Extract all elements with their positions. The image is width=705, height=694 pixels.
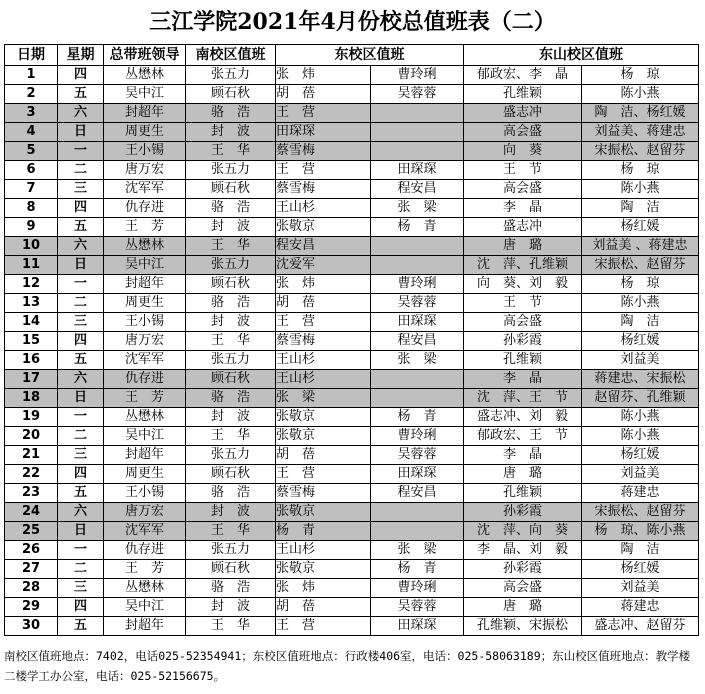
cell-dongshan-1: 李 晶 — [464, 446, 582, 465]
cell-south: 张五力 — [186, 66, 276, 85]
cell-leader: 仇存进 — [104, 370, 186, 389]
cell-leader: 吴中江 — [104, 427, 186, 446]
cell-south: 顾石秋 — [186, 560, 276, 579]
cell-east-2: 吴蓉蓉 — [371, 446, 464, 465]
cell-dongshan-2: 宋振松、赵留芬 — [582, 142, 699, 161]
cell-east-1: 张敬京 — [276, 560, 371, 579]
cell-dongshan-1: 王 节 — [464, 294, 582, 313]
cell-east-2: 曹玲琍 — [371, 579, 464, 598]
cell-day: 15 — [5, 332, 58, 351]
cell-day: 10 — [5, 237, 58, 256]
cell-leader: 吴中江 — [104, 85, 186, 104]
cell-east-2: 张 梁 — [371, 351, 464, 370]
cell-day: 1 — [5, 66, 58, 85]
cell-leader: 王 芳 — [104, 218, 186, 237]
cell-dongshan-2: 宋振松、赵留芬 — [582, 256, 699, 275]
cell-day: 28 — [5, 579, 58, 598]
cell-weekday: 一 — [58, 408, 104, 427]
cell-dongshan-1: 唐 璐 — [464, 237, 582, 256]
cell-east-2 — [371, 389, 464, 408]
cell-leader: 唐万宏 — [104, 161, 186, 180]
table-row — [5, 85, 699, 104]
cell-east-1: 张 炜 — [276, 275, 371, 294]
cell-weekday: 六 — [58, 237, 104, 256]
header-weekday: 星期 — [58, 45, 104, 66]
cell-east-1: 胡 蓓 — [276, 446, 371, 465]
cell-south: 骆 浩 — [186, 389, 276, 408]
cell-south: 顾石秋 — [186, 85, 276, 104]
cell-dongshan-1: 孔维颖 — [464, 484, 582, 503]
cell-day: 3 — [5, 104, 58, 123]
cell-east-2 — [371, 256, 464, 275]
cell-east-2: 田琛琛 — [371, 465, 464, 484]
cell-dongshan-1: 沈 萍、王 节 — [464, 389, 582, 408]
cell-weekday: 四 — [58, 66, 104, 85]
cell-dongshan-2: 杨红媛 — [582, 560, 699, 579]
cell-east-2: 杨 青 — [371, 408, 464, 427]
table-row — [5, 256, 699, 275]
cell-dongshan-2: 杨 琼 — [582, 275, 699, 294]
cell-weekday: 三 — [58, 180, 104, 199]
cell-leader: 丛懋林 — [104, 66, 186, 85]
cell-dongshan-1: 李 晶 — [464, 199, 582, 218]
cell-dongshan-1: 孔维颖 — [464, 351, 582, 370]
cell-day: 29 — [5, 598, 58, 617]
cell-south: 封 波 — [186, 503, 276, 522]
cell-south: 顾石秋 — [186, 370, 276, 389]
cell-dongshan-1: 郁政宏、王 节 — [464, 427, 582, 446]
cell-east-1: 王 营 — [276, 161, 371, 180]
table-row — [5, 332, 699, 351]
cell-dongshan-2: 陈小燕 — [582, 180, 699, 199]
cell-south: 封 波 — [186, 598, 276, 617]
cell-south: 张五力 — [186, 161, 276, 180]
cell-east-1: 田琛琛 — [276, 123, 371, 142]
cell-east-2 — [371, 522, 464, 541]
cell-dongshan-1: 向 葵、刘 毅 — [464, 275, 582, 294]
cell-leader: 沈军军 — [104, 180, 186, 199]
cell-leader: 丛懋林 — [104, 408, 186, 427]
cell-dongshan-2: 杨 琼 — [582, 161, 699, 180]
cell-south: 骆 浩 — [186, 579, 276, 598]
cell-weekday: 六 — [58, 104, 104, 123]
cell-weekday: 四 — [58, 199, 104, 218]
cell-east-1: 王 营 — [276, 617, 371, 636]
cell-leader: 王小锡 — [104, 313, 186, 332]
table-row — [5, 123, 699, 142]
cell-leader: 封超年 — [104, 446, 186, 465]
cell-east-1: 蔡雪梅 — [276, 484, 371, 503]
cell-east-1: 沈爱军 — [276, 256, 371, 275]
cell-leader: 沈军军 — [104, 522, 186, 541]
cell-south: 骆 浩 — [186, 484, 276, 503]
header-row — [5, 45, 699, 66]
cell-east-1: 王 营 — [276, 104, 371, 123]
cell-day: 23 — [5, 484, 58, 503]
cell-east-1: 胡 蓓 — [276, 598, 371, 617]
cell-east-1: 张 梁 — [276, 389, 371, 408]
cell-dongshan-1: 孙彩霞 — [464, 560, 582, 579]
cell-day: 20 — [5, 427, 58, 446]
cell-leader: 唐万宏 — [104, 332, 186, 351]
cell-day: 25 — [5, 522, 58, 541]
cell-leader: 吴中江 — [104, 256, 186, 275]
duty-table — [4, 44, 699, 636]
cell-east-2: 程安昌 — [371, 484, 464, 503]
cell-east-2 — [371, 104, 464, 123]
table-row — [5, 484, 699, 503]
table-row — [5, 598, 699, 617]
cell-south: 顾石秋 — [186, 180, 276, 199]
cell-east-2: 田琛琛 — [371, 617, 464, 636]
cell-dongshan-2: 杨红媛 — [582, 332, 699, 351]
table-row — [5, 161, 699, 180]
cell-east-2: 张 梁 — [371, 541, 464, 560]
cell-leader: 吴中江 — [104, 598, 186, 617]
cell-east-2: 程安昌 — [371, 180, 464, 199]
cell-east-1: 杨 青 — [276, 522, 371, 541]
cell-dongshan-2: 刘益美、蒋建忠 — [582, 123, 699, 142]
cell-dongshan-1: 高会盛 — [464, 123, 582, 142]
cell-leader: 王小锡 — [104, 142, 186, 161]
cell-weekday: 五 — [58, 351, 104, 370]
cell-weekday: 一 — [58, 142, 104, 161]
cell-east-1: 王 营 — [276, 465, 371, 484]
table-row — [5, 541, 699, 560]
cell-dongshan-2: 宋振松、赵留芬 — [582, 503, 699, 522]
cell-east-1: 程安昌 — [276, 237, 371, 256]
cell-weekday: 六 — [58, 370, 104, 389]
cell-weekday: 五 — [58, 218, 104, 237]
table-row — [5, 294, 699, 313]
cell-leader: 王小锡 — [104, 484, 186, 503]
cell-dongshan-1: 李 晶 — [464, 370, 582, 389]
cell-weekday: 四 — [58, 465, 104, 484]
cell-weekday: 六 — [58, 503, 104, 522]
cell-east-1: 蔡雪梅 — [276, 180, 371, 199]
cell-east-2: 吴蓉蓉 — [371, 294, 464, 313]
cell-dongshan-1: 唐 璐 — [464, 465, 582, 484]
cell-east-1: 王山杉 — [276, 370, 371, 389]
cell-weekday: 五 — [58, 85, 104, 104]
table-row — [5, 237, 699, 256]
cell-south: 封 波 — [186, 408, 276, 427]
table-row — [5, 389, 699, 408]
cell-leader: 丛懋林 — [104, 237, 186, 256]
cell-day: 13 — [5, 294, 58, 313]
cell-dongshan-2: 蒋建忠 — [582, 598, 699, 617]
cell-dongshan-1: 高会盛 — [464, 579, 582, 598]
cell-leader: 封超年 — [104, 617, 186, 636]
cell-dongshan-1: 孙彩霞 — [464, 332, 582, 351]
cell-east-2 — [371, 370, 464, 389]
cell-east-2: 田琛琛 — [371, 313, 464, 332]
cell-south: 封 波 — [186, 218, 276, 237]
cell-leader: 唐万宏 — [104, 503, 186, 522]
cell-dongshan-1: 王 节 — [464, 161, 582, 180]
cell-east-2 — [371, 503, 464, 522]
table-row — [5, 370, 699, 389]
cell-east-1: 张敬京 — [276, 503, 371, 522]
cell-leader: 王 芳 — [104, 560, 186, 579]
cell-dongshan-2: 陶 洁、杨红媛 — [582, 104, 699, 123]
cell-day: 2 — [5, 85, 58, 104]
cell-weekday: 三 — [58, 446, 104, 465]
table-row — [5, 313, 699, 332]
cell-day: 5 — [5, 142, 58, 161]
cell-leader: 沈军军 — [104, 351, 186, 370]
cell-dongshan-1: 孙彩霞 — [464, 503, 582, 522]
table-row — [5, 579, 699, 598]
page-title: 三江学院2021年4月份校总值班表（二） — [149, 9, 556, 35]
cell-south: 骆 浩 — [186, 199, 276, 218]
cell-day: 12 — [5, 275, 58, 294]
cell-weekday: 四 — [58, 598, 104, 617]
cell-day: 19 — [5, 408, 58, 427]
cell-day: 26 — [5, 541, 58, 560]
table-row — [5, 104, 699, 123]
cell-dongshan-2: 陶 洁 — [582, 541, 699, 560]
cell-weekday: 二 — [58, 427, 104, 446]
cell-leader: 周更生 — [104, 465, 186, 484]
cell-weekday: 日 — [58, 123, 104, 142]
table-row — [5, 351, 699, 370]
cell-east-1: 胡 蓓 — [276, 294, 371, 313]
cell-east-1: 王山杉 — [276, 541, 371, 560]
cell-south: 张五力 — [186, 351, 276, 370]
cell-east-2: 曹玲琍 — [371, 275, 464, 294]
table-row — [5, 427, 699, 446]
table-row — [5, 503, 699, 522]
cell-east-1: 王山杉 — [276, 199, 371, 218]
cell-weekday: 日 — [58, 256, 104, 275]
cell-dongshan-2: 杨红媛 — [582, 218, 699, 237]
cell-dongshan-1: 孔维颖、宋振松 — [464, 617, 582, 636]
cell-weekday: 四 — [58, 332, 104, 351]
cell-day: 21 — [5, 446, 58, 465]
cell-dongshan-2: 盛志冲、赵留芬 — [582, 617, 699, 636]
cell-weekday: 五 — [58, 484, 104, 503]
cell-south: 王 华 — [186, 237, 276, 256]
cell-east-1: 张敬京 — [276, 408, 371, 427]
cell-south: 顾石秋 — [186, 275, 276, 294]
cell-day: 8 — [5, 199, 58, 218]
cell-south: 封 波 — [186, 313, 276, 332]
cell-dongshan-1: 高会盛 — [464, 180, 582, 199]
cell-day: 16 — [5, 351, 58, 370]
cell-east-2: 张 梁 — [371, 199, 464, 218]
cell-day: 18 — [5, 389, 58, 408]
cell-south: 王 华 — [186, 142, 276, 161]
cell-weekday: 一 — [58, 541, 104, 560]
cell-east-1: 王山杉 — [276, 351, 371, 370]
cell-leader: 封超年 — [104, 275, 186, 294]
cell-east-1: 张 炜 — [276, 579, 371, 598]
cell-dongshan-2: 蒋建忠、宋振松 — [582, 370, 699, 389]
cell-dongshan-2: 刘益美 — [582, 579, 699, 598]
table-row — [5, 66, 699, 85]
cell-leader: 仇存进 — [104, 541, 186, 560]
cell-south: 王 华 — [186, 332, 276, 351]
cell-east-2: 吴蓉蓉 — [371, 85, 464, 104]
cell-dongshan-2: 陶 洁 — [582, 313, 699, 332]
cell-south: 张五力 — [186, 256, 276, 275]
cell-east-2: 杨 青 — [371, 218, 464, 237]
cell-south: 张五力 — [186, 541, 276, 560]
cell-dongshan-2: 杨红媛 — [582, 446, 699, 465]
cell-south: 王 华 — [186, 427, 276, 446]
cell-south: 张五力 — [186, 446, 276, 465]
cell-east-1: 张敬京 — [276, 218, 371, 237]
cell-south: 骆 浩 — [186, 294, 276, 313]
cell-south: 顾石秋 — [186, 465, 276, 484]
cell-dongshan-1: 孔维颖 — [464, 85, 582, 104]
cell-east-1: 张敬京 — [276, 427, 371, 446]
cell-dongshan-2: 陈小燕 — [582, 408, 699, 427]
cell-east-2: 曹玲琍 — [371, 66, 464, 85]
cell-east-2 — [371, 237, 464, 256]
cell-dongshan-1: 李 晶、刘 毅 — [464, 541, 582, 560]
cell-dongshan-2: 陈小燕 — [582, 85, 699, 104]
table-row — [5, 275, 699, 294]
cell-leader: 周更生 — [104, 294, 186, 313]
table-row — [5, 617, 699, 636]
cell-east-2: 杨 青 — [371, 560, 464, 579]
cell-dongshan-1: 唐 璐 — [464, 598, 582, 617]
cell-day: 7 — [5, 180, 58, 199]
table-row — [5, 446, 699, 465]
cell-east-2 — [371, 123, 464, 142]
cell-dongshan-2: 蒋建忠 — [582, 484, 699, 503]
cell-south: 王 华 — [186, 522, 276, 541]
cell-east-1: 胡 蓓 — [276, 85, 371, 104]
cell-day: 17 — [5, 370, 58, 389]
cell-weekday: 二 — [58, 560, 104, 579]
cell-day: 24 — [5, 503, 58, 522]
cell-leader: 仇存进 — [104, 199, 186, 218]
table-row — [5, 199, 699, 218]
cell-dongshan-1: 盛志冲 — [464, 218, 582, 237]
cell-dongshan-1: 高会盛 — [464, 313, 582, 332]
cell-east-2: 田琛琛 — [371, 161, 464, 180]
cell-weekday: 二 — [58, 161, 104, 180]
cell-south: 王 华 — [186, 617, 276, 636]
header-day: 日期 — [5, 45, 58, 66]
cell-weekday: 日 — [58, 389, 104, 408]
cell-weekday: 五 — [58, 617, 104, 636]
cell-day: 30 — [5, 617, 58, 636]
cell-day: 27 — [5, 560, 58, 579]
cell-dongshan-2: 刘益美 — [582, 465, 699, 484]
cell-weekday: 三 — [58, 313, 104, 332]
cell-day: 6 — [5, 161, 58, 180]
header-south: 南校区值班 — [186, 45, 276, 66]
cell-dongshan-2: 陶 洁 — [582, 199, 699, 218]
cell-dongshan-1: 沈 萍、向 葵 — [464, 522, 582, 541]
table-row — [5, 218, 699, 237]
table-row — [5, 522, 699, 541]
table-row — [5, 560, 699, 579]
table-row — [5, 142, 699, 161]
cell-dongshan-1: 盛志冲 — [464, 104, 582, 123]
header-dongshan: 东山校区值班 — [464, 45, 699, 66]
header-leader: 总带班领导 — [104, 45, 186, 66]
cell-leader: 周更生 — [104, 123, 186, 142]
cell-dongshan-2: 刘益美 、蒋建忠 — [582, 237, 699, 256]
header-east: 东校区值班 — [276, 45, 464, 66]
cell-dongshan-2: 赵留芬、孔维颖 — [582, 389, 699, 408]
table-row — [5, 180, 699, 199]
cell-day: 22 — [5, 465, 58, 484]
cell-day: 11 — [5, 256, 58, 275]
cell-dongshan-1: 盛志冲、刘 毅 — [464, 408, 582, 427]
cell-east-1: 蔡雪梅 — [276, 142, 371, 161]
cell-south: 骆 浩 — [186, 104, 276, 123]
footer-note: 南校区值班地点：7402，电话025-52354941；东校区值班地点：行政楼406室，电话：025-58063189；东山校区值班地点：教学楼二楼学工办公室，电话：025-52156675。 — [4, 649, 691, 683]
table-row — [5, 408, 699, 427]
cell-dongshan-2: 陈小燕 — [582, 294, 699, 313]
cell-dongshan-1: 郁政宏、李 晶 — [464, 66, 582, 85]
table-row — [5, 465, 699, 484]
cell-weekday: 日 — [58, 522, 104, 541]
cell-east-2: 曹玲琍 — [371, 427, 464, 446]
cell-dongshan-2: 陈小燕 — [582, 427, 699, 446]
cell-east-2 — [371, 142, 464, 161]
cell-east-2: 吴蓉蓉 — [371, 598, 464, 617]
cell-day: 9 — [5, 218, 58, 237]
cell-weekday: 二 — [58, 294, 104, 313]
cell-day: 4 — [5, 123, 58, 142]
cell-weekday: 一 — [58, 275, 104, 294]
cell-weekday: 三 — [58, 579, 104, 598]
cell-dongshan-2: 刘益美 — [582, 351, 699, 370]
cell-dongshan-2: 杨 琼、陈小燕 — [582, 522, 699, 541]
cell-east-1: 蔡雪梅 — [276, 332, 371, 351]
cell-leader: 王 芳 — [104, 389, 186, 408]
cell-east-2: 程安昌 — [371, 332, 464, 351]
cell-south: 封 波 — [186, 123, 276, 142]
cell-leader: 丛懋林 — [104, 579, 186, 598]
cell-east-1: 张 炜 — [276, 66, 371, 85]
cell-dongshan-1: 沈 萍、孔维颖 — [464, 256, 582, 275]
cell-day: 14 — [5, 313, 58, 332]
cell-dongshan-2: 杨 琼 — [582, 66, 699, 85]
cell-dongshan-1: 向 葵 — [464, 142, 582, 161]
cell-leader: 封超年 — [104, 104, 186, 123]
cell-east-1: 王 营 — [276, 313, 371, 332]
